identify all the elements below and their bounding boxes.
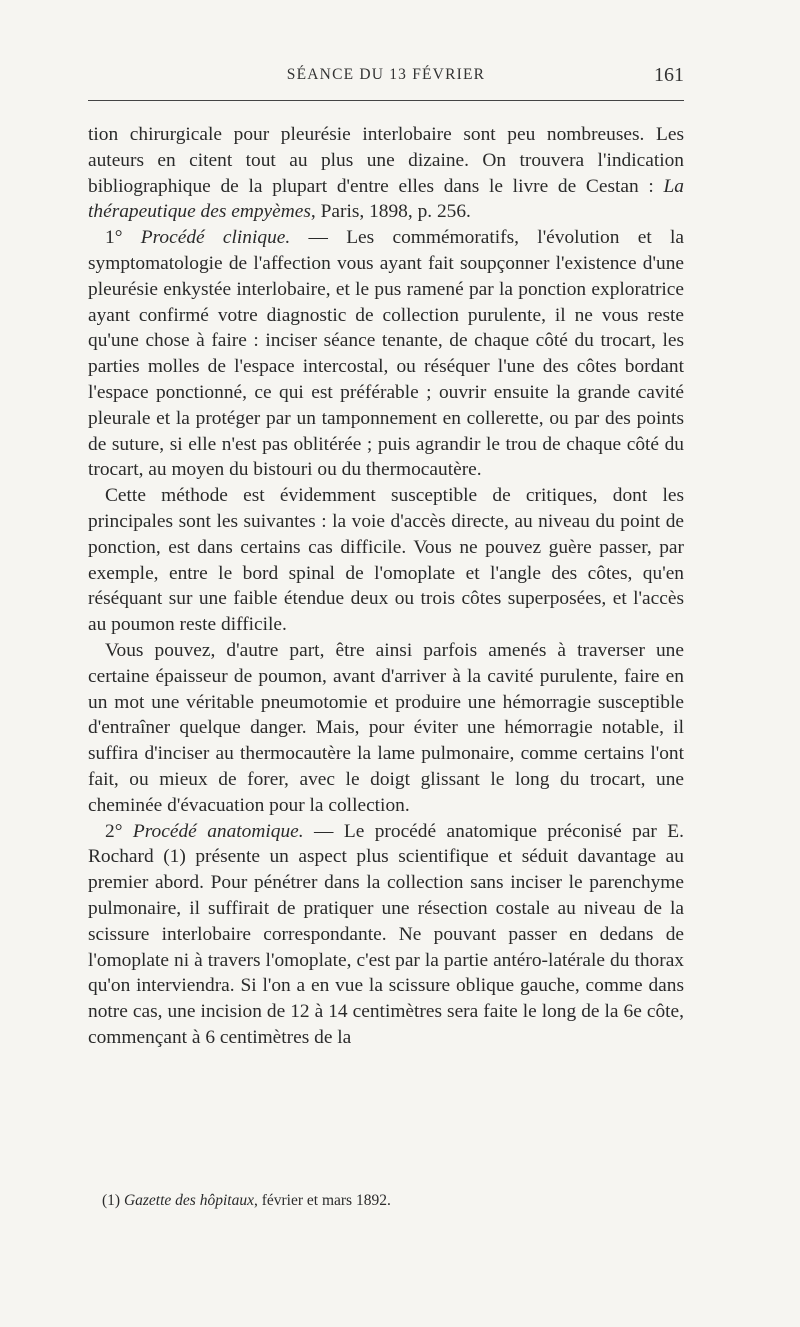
body-text (88, 122, 684, 1051)
italic-text: Procédé anatomique. (132, 820, 304, 842)
text-segment: — Le procédé anatomique préconisé par E. Rochard (1) présente un aspect plus scientifique et séduit davantage au premier abord. Pour pénétrer dans la collection sans inciser le parenchyme pulmonaire, il suffirait de pratiquer une résection costale au niveau de la scissure interlobaire correspondante. Ne pouvant passer en dedans de l'omoplate ni à travers l'omoplate, c'est par la partie antéro-latérale du thorax qu'on interviendra. Si l'on a en vue la scissure oblique gauche, comme dans notre cas, une incision de 12 à 14 centimètres sera faite le long de la 6e côte, commençant à 6 centimètres de la (88, 820, 684, 1048)
italic-text: Procédé clinique. (140, 227, 291, 249)
paragraph (88, 819, 684, 1051)
running-title: SÉANCE DU 13 FÉVRIER (286, 66, 486, 83)
paragraph (88, 483, 684, 638)
header-rule (88, 100, 684, 101)
running-header (88, 66, 684, 90)
text-segment: — Les commémoratifs, l'évolution et la symptomatologie de l'affection vous ayant fait soupçonner l'existence d'une pleurésie enkystée interlobaire, et le pus ramené par la ponction exploratrice ayant confirmé votre diagnostic de collection purulente, il ne vous reste qu'une chose à faire : inciser séance tenante, de chaque côté du trocart, les parties molles de l'espace intercostal, ou réséquer l'une des côtes bordant l'espace ponctionné, ce qui est préférable ; ouvrir ensuite la grande cavité pleurale et la protéger par un tamponnement en collerette, ou par des points de suture, si elle n'est pas oblitérée ; puis agrandir le trou de chaque côté du trocart, au moyen du bistouri ou du thermocautère. (88, 227, 684, 481)
text-segment: 2° (105, 820, 133, 842)
text-segment: , Paris, 1898, p. 256. (310, 201, 471, 223)
page-number: 161 (654, 64, 684, 86)
paragraph (88, 638, 684, 819)
italic-text: La thérapeutique des empyèmes (88, 175, 684, 223)
text-segment: Vous pouvez, d'autre part, être ainsi parfois amenés à traverser une certaine épaisseur de poumon, avant d'arriver à la cavité purulente, faire en un mot une véritable pneumotomie et produire une hémorragie susceptible d'entraîner quelque danger. Mais, pour éviter une hémorragie notable, il suffira d'inciser au thermocautère la lame pulmonaire, comme certains l'ont fait, ou mieux de forer, avec le doigt glissant le long du trocart, une cheminée d'évacuation pour la collection. (88, 639, 684, 816)
footnote (102, 1191, 682, 1211)
footnote-source: Gazette des hôpitaux (123, 1192, 254, 1209)
text-segment: Cette méthode est évidemment susceptible de critiques, dont les principales sont les suivantes : la voie d'accès directe, au niveau du point de ponction, est dans certains cas difficile. Vous ne pouvez guère passer, par exemple, entre le bord spinal de l'omoplate et l'angle des côtes, qu'en réséquant sur une faible étendue deux ou trois côtes superposées, et l'accès au poumon reste difficile. (88, 485, 684, 636)
footnote-details: , février et mars 1892. (253, 1192, 391, 1209)
text-segment: tion chirurgicale pour pleurésie interlobaire sont peu nombreuses. Les auteurs en citent tout au plus une dizaine. On trouvera l'indication bibliographique de la plupart d'entre elles dans le livre de Cestan : (88, 124, 684, 197)
paragraph (88, 122, 684, 225)
footnote-marker: (1) (102, 1192, 124, 1209)
text-segment: 1° (105, 227, 141, 249)
paragraph (88, 225, 684, 483)
